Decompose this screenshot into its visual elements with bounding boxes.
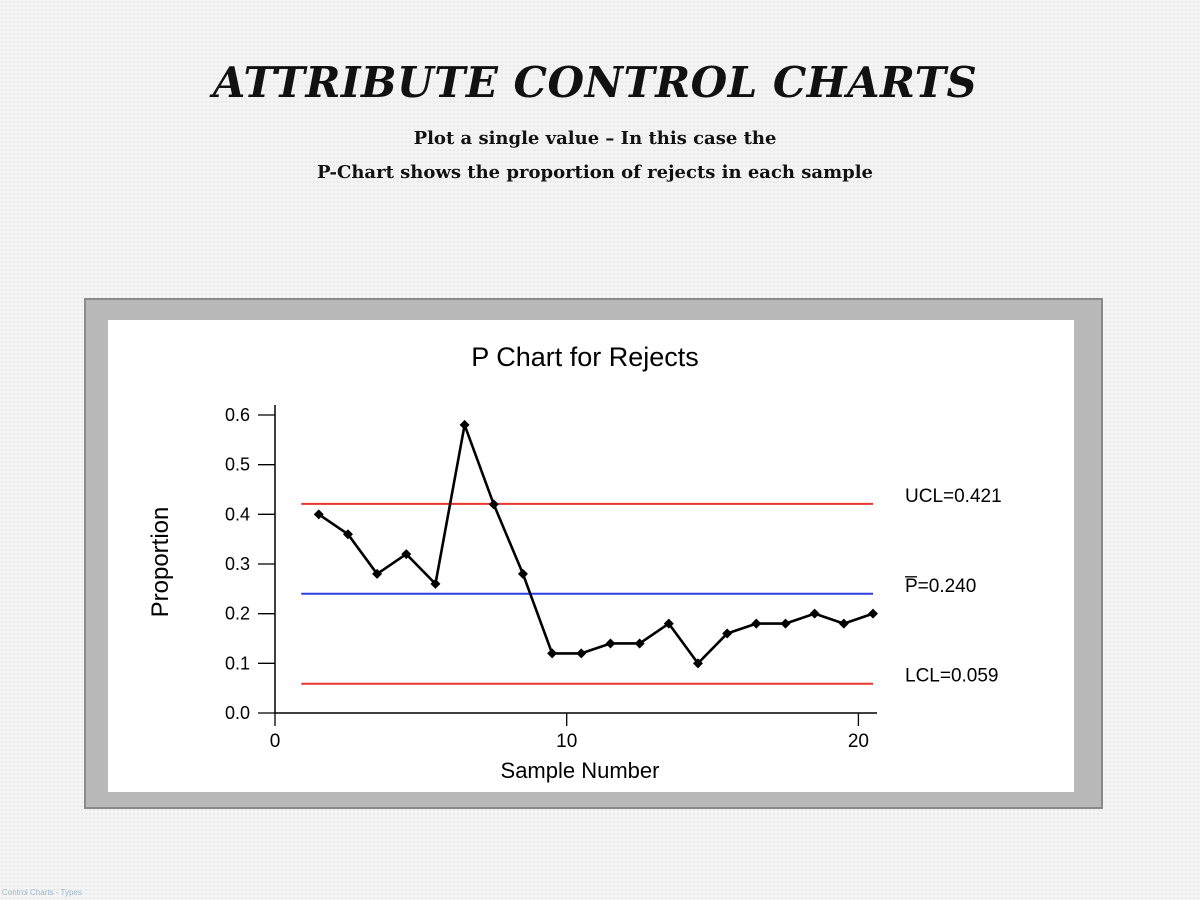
y-axis-label: Proportion <box>147 506 174 618</box>
data-point <box>780 619 790 629</box>
data-point <box>460 420 470 430</box>
subtitle-line-2: P-Chart shows the proportion of rejects in each sample <box>317 162 873 183</box>
p-chart <box>108 320 1074 792</box>
data-point <box>576 648 586 658</box>
chart-title: P Chart for Rejects <box>471 342 699 372</box>
data-point <box>751 619 761 629</box>
y-tick-label: 0.3 <box>224 554 250 574</box>
y-tick-label: 0.5 <box>224 454 250 475</box>
data-point <box>868 609 878 619</box>
slide-title: ATTRIBUTE CONTROL CHARTS <box>212 58 978 107</box>
subtitle-line-1: Plot a single value – In this case the <box>413 128 777 149</box>
x-tick-label: 0 <box>269 731 281 752</box>
center-label: P=0.240 <box>905 575 977 597</box>
chart-panel <box>108 320 1074 792</box>
data-point <box>810 609 820 619</box>
lcl-label: LCL=0.059 <box>905 665 999 687</box>
chart-frame <box>84 298 1103 809</box>
y-tick-label: 0.4 <box>224 504 250 525</box>
data-point <box>605 638 615 648</box>
y-tick-label: 0.0 <box>224 703 250 723</box>
x-tick-label: 20 <box>847 731 869 752</box>
slide-subtitle <box>0 122 1190 190</box>
data-point <box>489 499 499 509</box>
y-tick-label: 0.6 <box>224 405 250 425</box>
x-tick-label: 10 <box>556 731 578 752</box>
series-line <box>319 425 873 663</box>
y-tick-label: 0.2 <box>224 603 250 624</box>
data-point <box>547 648 557 658</box>
x-axis-label: Sample Number <box>500 758 660 783</box>
y-tick-label: 0.1 <box>224 653 250 674</box>
data-point <box>839 619 849 629</box>
data-point <box>518 569 528 579</box>
footer-note: Control Charts - Types <box>2 888 82 897</box>
ucl-label: UCL=0.421 <box>905 485 1002 507</box>
